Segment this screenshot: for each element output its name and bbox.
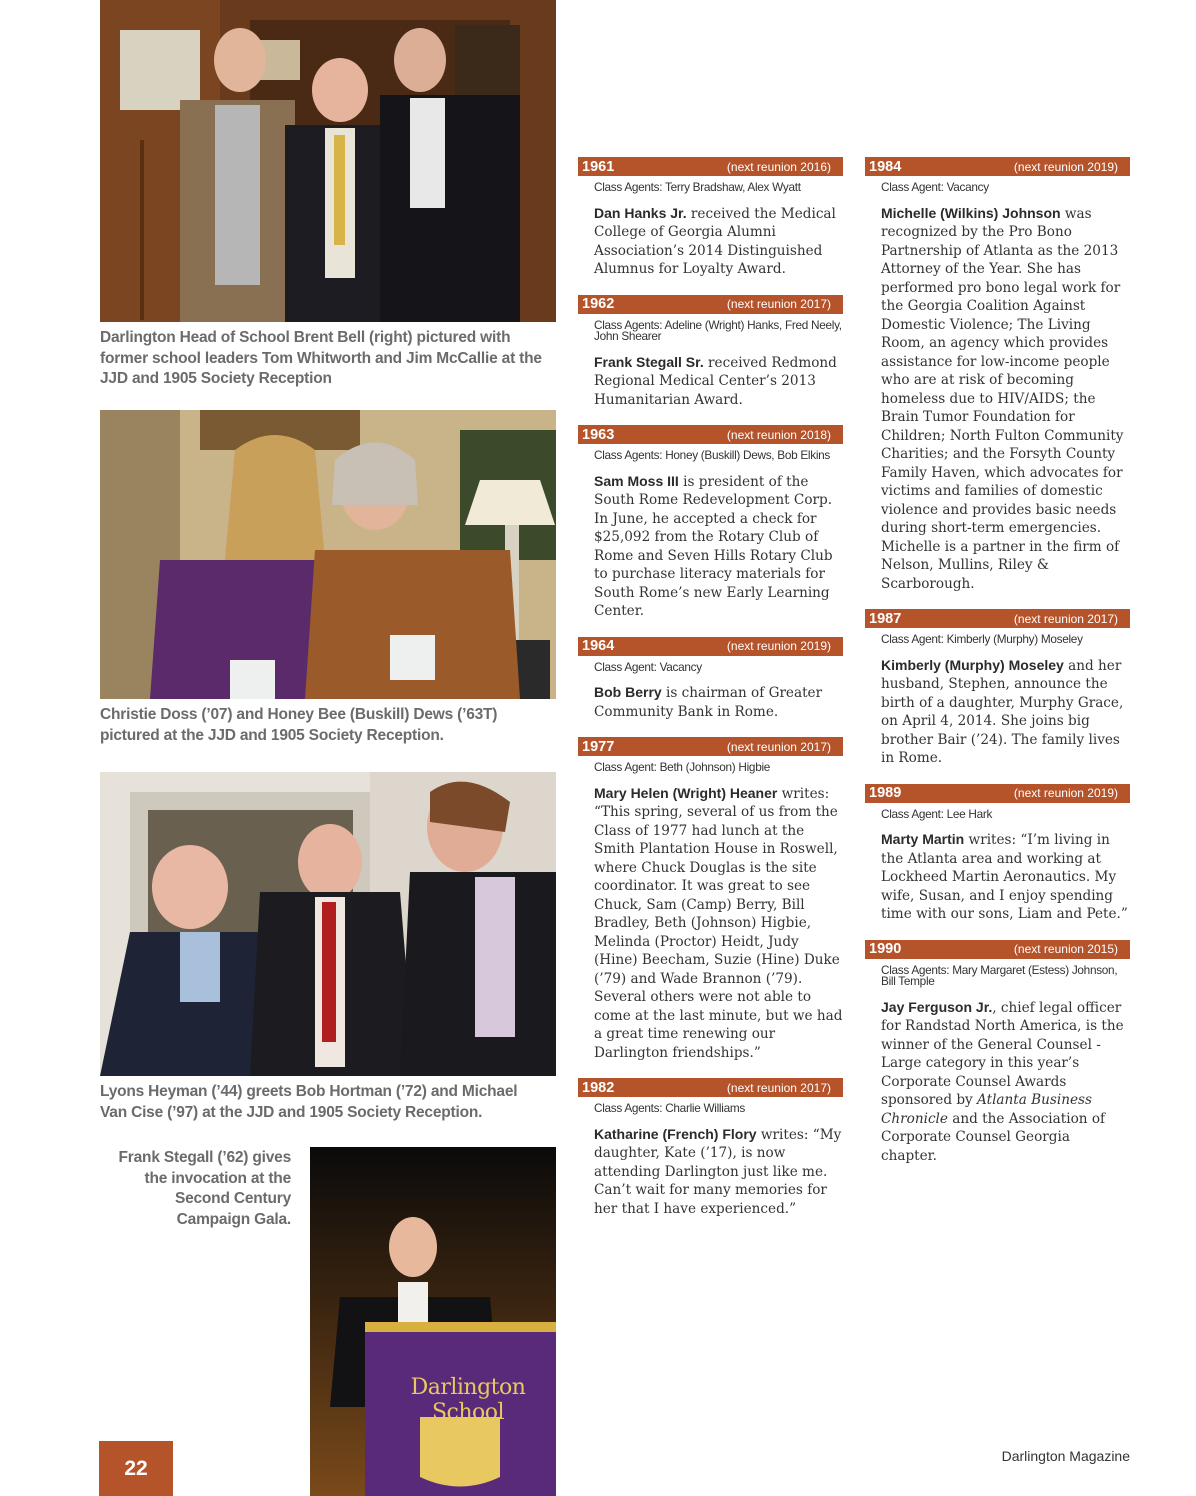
class-year: 1987 [869, 610, 902, 627]
class-agents: Class Agent: Lee Hark [881, 806, 993, 821]
class-note [881, 204, 1130, 594]
next-reunion: (next reunion 2019) [1013, 159, 1118, 174]
caption-photo-3: Lyons Heyman (’44) greets Bob Hortman (’72) and Michael Van Cise (’97) at the JJD and 1905 Society Reception. [100, 1083, 518, 1121]
class-notes-column-2 [865, 157, 1130, 1181]
class-year: 1961 [582, 158, 615, 175]
photo-three-men-greeting [100, 772, 556, 1076]
alumnus-name: Jay Ferguson Jr. [881, 998, 993, 1015]
note-text: received the Medical College of Georgia Alumni Association’s 2014 Distinguished Alumnus for Loyalty Award. [594, 205, 836, 277]
note-text: was recognized by the Pro Bono Partnership of Atlanta as the 2013 Attorney of the Year. She has performed pro bono legal work for the Georgia Coalition Against Domestic Violence; The Living Room, an agency which provides assistance for low-income people who are at risk of becoming homeless due to HIV/AIDS; the Brain Tumor Foundation for Children; North Fulton Community Charities; and the Forsyth County Family Haven, which advocates for victims and families of domestic violence and provides basic needs during short-term emergencies. Michelle is a partner in the firm of Nelson, Mullins, Riley & Scarborough. [881, 205, 1124, 592]
class-year: 1962 [582, 296, 615, 312]
alumnus-name: Katharine (French) Flory [594, 1125, 757, 1142]
note-text: received Redmond Regional Medical Center’s 2013 Humanitarian Award. [594, 354, 837, 408]
class-entry [865, 940, 1130, 1166]
class-year: 1982 [582, 1079, 615, 1096]
class-year: 1977 [582, 738, 615, 755]
next-reunion: (next reunion 2017) [726, 739, 831, 754]
class-year-bar [578, 737, 843, 756]
caption-photo-2: Christie Doss (’07) and Honey Bee (Buskill) Dews (’63T) pictured at the JJD and 1905 Society Reception. [100, 706, 498, 744]
next-reunion: (next reunion 2018) [726, 427, 831, 442]
podium-banner-text: Darlington School [410, 1375, 526, 1425]
class-agents: Class Agents: Terry Bradshaw, Alex Wyatt [594, 180, 801, 194]
class-note [881, 830, 1130, 924]
note-text-end: and the Association of Corporate Counsel Georgia chapter. [881, 1110, 1106, 1164]
alumnus-name: Dan Hanks Jr. [594, 204, 687, 221]
note-text: writes: “My daughter, Kate (’17), is now attending Darlington just like me. Can’t wait for many memories for her that I have experienced.” [594, 1126, 842, 1217]
alumnus-name: Michelle (Wilkins) Johnson [881, 204, 1061, 221]
alumnus-name: Mary Helen (Wright) Heaner [594, 784, 778, 801]
next-reunion: (next reunion 2015) [1013, 942, 1118, 956]
class-entry [578, 295, 843, 410]
next-reunion: (next reunion 2019) [1013, 786, 1118, 800]
note-text: , chief legal officer for Randstad North America, is the winner of the General Counsel - Large category in this year’s Corporate Counsel Awards sponsored by [881, 999, 1124, 1108]
next-reunion: (next reunion 2016) [726, 159, 831, 174]
class-year: 1964 [582, 638, 615, 654]
class-agents: Class Agent: Beth (Johnson) Higbie [594, 760, 771, 774]
class-year-bar [865, 609, 1130, 628]
class-entry [865, 609, 1130, 768]
class-entry [865, 784, 1130, 924]
class-agents: Class Agents: Charlie Williams [594, 1101, 745, 1115]
class-year: 1990 [869, 941, 902, 957]
note-text: writes: “I’m living in the Atlanta area and working at Lockheed Martin Aeronautics. My wife, Susan, and I enjoy spending time with our sons, Liam and Pete.” [881, 832, 1128, 922]
magazine-title: Darlington Magazine [1001, 1448, 1130, 1464]
class-agents: Class Agent: Kimberly (Murphy) Moseley [881, 632, 1083, 646]
class-entry [578, 157, 843, 279]
note-text: and her husband, Stephen, announce the birth of a daughter, Murphy Grace, on April 4, 2014. She joins big brother Bair (’24). The family lives in Rome. [881, 657, 1124, 766]
class-year-bar [865, 157, 1130, 176]
alumnus-name: Marty Martin [881, 831, 965, 847]
class-agents: Class Agent: Vacancy [594, 659, 702, 674]
class-agents: Class Agents: Mary Margaret (Estess) Johnson, Bill Temple [881, 962, 1118, 988]
photo-podium-speaker [310, 1147, 556, 1496]
next-reunion: (next reunion 2017) [726, 297, 831, 311]
class-year-bar [578, 157, 843, 176]
photo-three-men-library [100, 0, 556, 322]
class-year-bar [578, 425, 843, 444]
class-entry [578, 1078, 843, 1218]
next-reunion: (next reunion 2017) [1013, 611, 1118, 626]
class-agents: Class Agents: Adeline (Wright) Hanks, Fred Neely, John Shearer [594, 317, 842, 343]
caption-photo-4: Frank Stegall (’62) gives the invocation at the Second Century Campaign Gala. [118, 1149, 291, 1228]
note-publication: Atlanta Business Chronicle [881, 1092, 1093, 1127]
class-year-bar [578, 1078, 843, 1097]
class-note [881, 998, 1130, 1166]
caption-photo-1: Darlington Head of School Brent Bell (right) pictured with former school leaders Tom Whitworth and Jim McCallie at the JJD and 1905 Society Reception [100, 329, 542, 387]
class-year: 1984 [869, 158, 902, 175]
photo-two-women-reception [100, 410, 556, 699]
class-note [881, 656, 1130, 768]
alumnus-name: Bob Berry [594, 684, 662, 700]
note-text: is president of the South Rome Redevelopment Corp. In June, he accepted a check for $25,092 from the Rotary Club of Rome and Seven Hills Rotary Club to purchase literacy materials for South Rome’s new Early Learning Center. [594, 473, 833, 619]
next-reunion: (next reunion 2019) [726, 639, 831, 653]
class-note [594, 784, 843, 1063]
class-year: 1989 [869, 785, 902, 801]
alumnus-name: Sam Moss III [594, 472, 679, 489]
class-year-bar [578, 295, 843, 314]
class-year: 1963 [582, 426, 615, 443]
alumnus-name: Frank Stegall Sr. [594, 353, 704, 370]
class-entry [578, 637, 843, 722]
class-entry [578, 737, 843, 1062]
next-reunion: (next reunion 2017) [726, 1080, 831, 1095]
class-notes-column-1 [578, 157, 843, 1234]
class-note [594, 472, 843, 621]
class-note [594, 204, 843, 279]
class-year-bar [865, 940, 1130, 959]
class-agents: Class Agents: Honey (Buskill) Dews, Bob Elkins [594, 448, 830, 462]
alumnus-name: Kimberly (Murphy) Moseley [881, 656, 1064, 673]
class-year-bar [578, 637, 843, 656]
note-text: writes: “This spring, several of us from the Class of 1977 had lunch at the Smith Plantation House in Roswell, where Chuck Douglas is the site coordinator. It was great to see Chuck, Sam (Camp) Berry, Bill Bradley, Beth (Johnson) Higbie, Melinda (Proctor) Heidt, Judy (Hine) Beecham, Suzie (Hine) Duke (’79) and Wade Brannon (’79). Several others were not able to come at the last minute, but we had a great time renewing our Darlington friendships.” [594, 785, 843, 1061]
class-note [594, 1125, 843, 1219]
page-number: 22 [99, 1441, 173, 1496]
class-year-bar [865, 784, 1130, 803]
class-entry [865, 157, 1130, 593]
class-entry [578, 425, 843, 621]
class-agents: Class Agent: Vacancy [881, 180, 989, 194]
class-note [594, 683, 843, 721]
note-text: is chairman of Greater Community Bank in Rome. [594, 685, 823, 720]
class-note [594, 353, 843, 410]
